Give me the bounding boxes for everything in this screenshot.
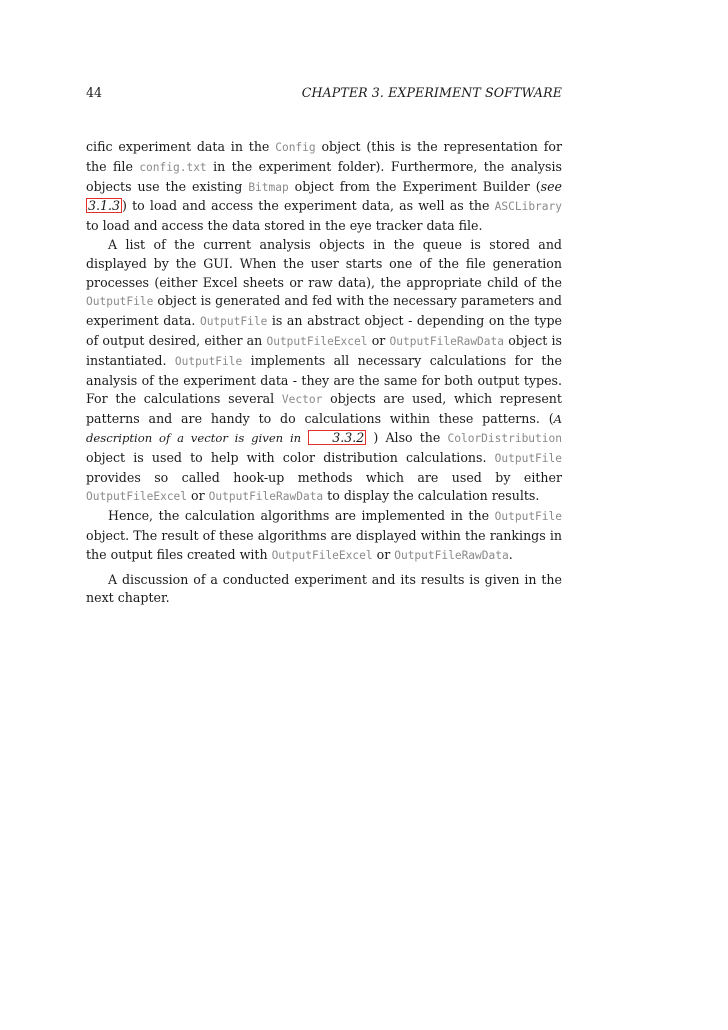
code-outputfilerawdata: OutputFileRawData <box>389 334 505 348</box>
text-run: object. The result of these algorithms are displayed within the rankings in the output files created with <box>86 527 562 562</box>
paragraph-4 <box>86 571 562 609</box>
code-outputfile: OutputFile <box>174 354 243 368</box>
paragraph-3 <box>86 507 562 565</box>
text-run: ) to load and access the experiment data, as well as the <box>122 198 495 214</box>
code-outputfile: OutputFile <box>199 315 268 329</box>
code-outputfile: OutputFile <box>86 295 154 309</box>
text-run: object is generated and fed with the necessary parameters and experiment data. <box>86 293 562 329</box>
text-run: object is used to help with color distribution calculations. <box>86 449 495 465</box>
text-run: to load and access the data stored in the eye tracker data file. <box>86 218 483 234</box>
code-outputfile: OutputFile <box>494 451 562 465</box>
running-title: CHAPTER 3. EXPERIMENT SOFTWARE <box>301 85 562 100</box>
text-run: ) Also the <box>366 429 448 445</box>
paragraph-1 <box>86 138 562 236</box>
body-text <box>86 138 562 608</box>
code-asclibrary: ASCLibrary <box>494 200 562 214</box>
code-config: Config <box>275 141 316 154</box>
text-run: objects are used, which represent patterns and are handy to do calculations within these patterns. ( <box>86 391 562 427</box>
page-number: 44 <box>86 85 103 100</box>
text-run: object from the Experiment Builder ( <box>288 178 541 194</box>
code-config-txt: config.txt <box>139 160 207 174</box>
see-word: see <box>540 178 562 194</box>
page <box>86 84 562 608</box>
code-vector: Vector <box>281 393 323 407</box>
text-run: implements all necessary calculations for the analysis of the experiment data - they are the same for both output types. For the calculations several <box>86 352 562 407</box>
text-run: Hence, the calculation algorithms are implemented in the <box>108 508 495 524</box>
running-header <box>86 84 562 102</box>
text-run: in the experiment folder). Furthermore, the analysis objects use the existing <box>86 158 562 194</box>
code-outputfile: OutputFile <box>494 510 562 524</box>
text-run: cific experiment data in the <box>86 139 276 154</box>
text-run: . <box>508 546 513 562</box>
text-run: or <box>367 332 390 348</box>
code-outputfileexcel: OutputFileExcel <box>271 548 373 562</box>
text-run: object (this is the representation for the file <box>86 139 562 174</box>
section-link-3-3-2[interactable]: 3.3.2 <box>308 430 366 445</box>
text-run: A list of the current analysis objects in the queue is stored and displayed by the GUI. When the user starts one of the file generation processes (either Excel sheets or raw data), the appropriate child of the <box>86 236 562 290</box>
code-bitmap: Bitmap <box>248 180 289 194</box>
text-run: A discussion of a conducted experiment and its results is given in the next chapter. <box>86 571 562 606</box>
code-outputfilerawdata: OutputFileRawData <box>208 490 324 504</box>
paragraph-2 <box>86 236 562 507</box>
code-colordistribution: ColorDistribution <box>447 431 562 445</box>
code-outputfileexcel: OutputFileExcel <box>86 490 188 504</box>
text-run: or <box>187 488 209 504</box>
text-run: object is instantiated. <box>86 332 562 368</box>
text-run: is an abstract object - depending on the type of output desired, either an <box>86 313 562 348</box>
section-link-3-1-3[interactable]: 3.1.3 <box>88 198 121 214</box>
text-run: or <box>372 546 395 562</box>
code-outputfileexcel: OutputFileExcel <box>266 334 368 348</box>
text-run: to display the calculation results. <box>323 488 540 504</box>
code-outputfilerawdata: OutputFileRawData <box>394 548 509 562</box>
text-run: provides so called hook-up methods which are used by either <box>86 469 562 485</box>
aside-text: A description of a vector is given in <box>86 412 562 445</box>
